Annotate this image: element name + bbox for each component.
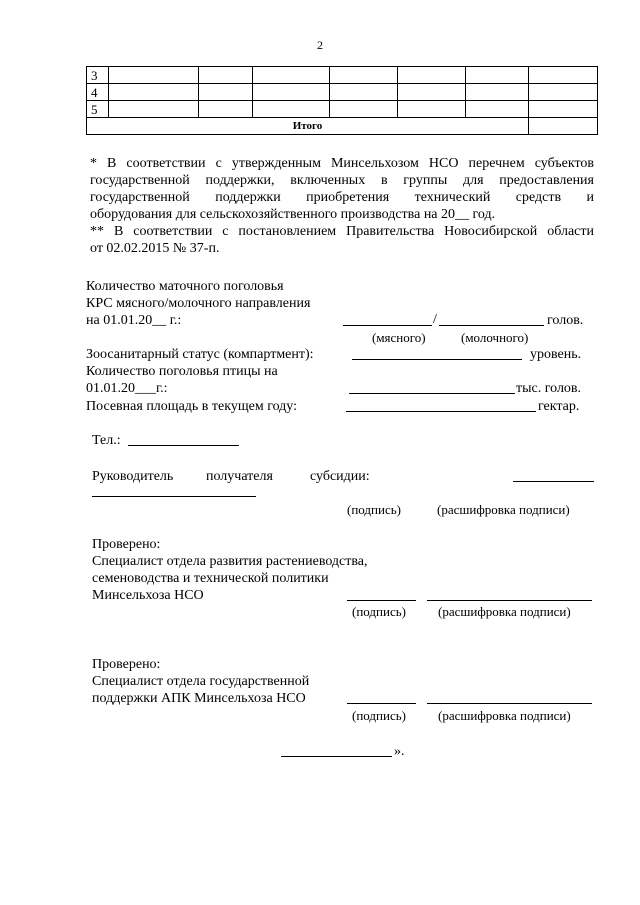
livestock-label-line-3: на 01.01.20__ г.: [86, 313, 182, 328]
poultry-label-line-1: Количество поголовья птицы на [86, 364, 278, 379]
footnote-1-line-4: оборудования для сельскохозяйственного производства на 20__ год. [90, 207, 496, 222]
check2-line-1: Специалист отдела государственной [92, 674, 310, 689]
check2-verified: Проверено: [92, 657, 161, 672]
check1-caption-signature: (подпись) [352, 604, 406, 619]
total-row [87, 118, 598, 135]
footnote-1-line-2: государственной поддержки, включенных в группы для предоставления [90, 173, 594, 188]
total-label: Итого [87, 118, 529, 135]
footnote-1-line-1: * В соответствии с утвержденным Минсельхозом НСО перечнем субъектов [90, 156, 594, 171]
phone-label: Тел.: [92, 433, 121, 448]
row-number: 4 [87, 84, 109, 101]
table-row [87, 67, 598, 84]
dairy-count-field[interactable] [439, 325, 544, 326]
zoosanitary-field[interactable] [352, 359, 522, 360]
sowing-unit: гектар. [538, 399, 580, 414]
livestock-label-line-2: КРС мясного/молочного направления [86, 296, 311, 311]
meat-count-field[interactable] [343, 325, 432, 326]
sowing-label: Посевная площадь в текущем году: [86, 399, 298, 414]
check1-decoding-field[interactable] [427, 600, 592, 601]
footnotes [90, 155, 594, 257]
check1-line-2: семеноводства и технической политики [92, 571, 329, 586]
check2-line-2: поддержки АПК Минсельхоза НСО [92, 691, 306, 706]
table-row [87, 101, 598, 118]
date-field[interactable] [281, 756, 392, 757]
check2-caption-signature: (подпись) [352, 708, 406, 723]
sowing-field[interactable] [346, 411, 536, 412]
row-number: 5 [87, 101, 109, 118]
check1-line-1: Специалист отдела развития растениеводства, [92, 554, 368, 569]
check2-decoding-field[interactable] [427, 703, 592, 704]
poultry-label-line-2: 01.01.20___г.: [86, 381, 168, 396]
head-caption-signature: (подпись) [347, 502, 401, 517]
phone-field[interactable] [128, 445, 239, 446]
livestock-label-line-1: Количество маточного поголовья [86, 279, 284, 294]
poultry-unit: тыс. голов. [516, 381, 582, 396]
row-number: 3 [87, 67, 109, 84]
footnote-1-line-3: государственной поддержки приобретения технический средств и [90, 190, 594, 205]
caption-meat: (мясного) [372, 330, 426, 345]
check2-caption-decoding: (расшифровка подписи) [438, 708, 571, 723]
check2-signature-field[interactable] [347, 703, 416, 704]
livestock-slash: / [433, 312, 437, 327]
poultry-field[interactable] [349, 393, 515, 394]
head-word-1: Руководитель [92, 469, 174, 484]
livestock-unit: голов. [547, 313, 584, 328]
page-number: 2 [317, 38, 323, 52]
zoosanitary-unit: уровень. [530, 347, 582, 362]
check1-signature-field[interactable] [347, 600, 416, 601]
head-word-2: получателя [206, 469, 273, 484]
footnote-2-line-2: от 02.02.2015 № 37-п. [90, 241, 220, 256]
caption-dairy: (молочного) [461, 330, 529, 345]
check1-verified: Проверено: [92, 537, 161, 552]
check1-line-3: Минсельхоза НСО [92, 588, 204, 603]
footnote-2-line-1: ** В соответствии с постановлением Правительства Новосибирской области [90, 224, 594, 239]
closing-quote: ». [394, 744, 405, 759]
head-word-3: субсидии: [310, 469, 370, 484]
head-caption-decoding: (расшифровка подписи) [437, 502, 570, 517]
head-decoding-field[interactable] [92, 496, 256, 497]
check1-caption-decoding: (расшифровка подписи) [438, 604, 571, 619]
subsidy-table [86, 66, 598, 135]
zoosanitary-label: Зоосанитарный статус (компартмент): [86, 347, 314, 362]
head-signature-field[interactable] [513, 481, 594, 482]
table-row [87, 84, 598, 101]
